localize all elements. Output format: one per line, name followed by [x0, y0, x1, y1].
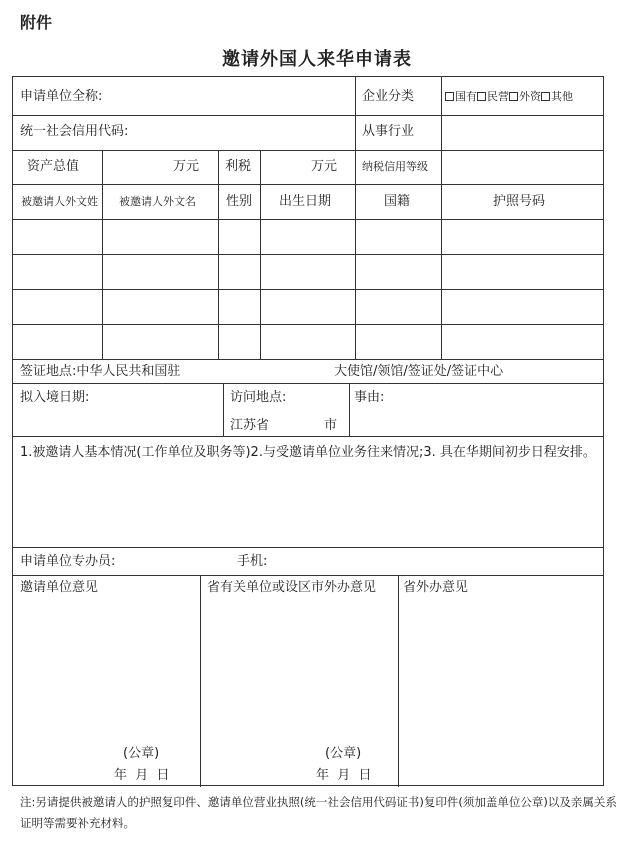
- tax-label: 利税: [225, 159, 252, 174]
- footnote: 注:另请提供被邀请人的护照复印件、邀请单位营业执照(统一社会信用代码证书)复印件(须加盖单位公章)以及亲属关系证明等需要补充材料。: [20, 795, 617, 830]
- option-other-checkbox[interactable]: [541, 92, 550, 101]
- header-given-name: 被邀请人外文名: [119, 195, 196, 208]
- attachment-label: 附件: [20, 13, 53, 32]
- wan-yuan-unit-1: 万元: [173, 159, 200, 174]
- visa-location-label: 签证地点:中华人民共和国驻: [20, 364, 181, 379]
- enterprise-type-label: 企业分类: [362, 89, 415, 104]
- option-private-checkbox[interactable]: [477, 92, 486, 101]
- date-label-2: 年 月 日: [316, 768, 372, 783]
- header-gender: 性别: [226, 194, 253, 209]
- province-label: 江苏省: [230, 418, 270, 433]
- enterprise-type-options: 国有 民营 外资 其他: [445, 91, 573, 102]
- header-surname: 被邀请人外文姓: [21, 195, 98, 208]
- provincial-office-opinion-label: 省外办意见: [403, 580, 469, 595]
- inviting-unit-opinion-label: 邀请单位意见: [20, 580, 99, 595]
- applicant-unit-label: 申请单位全称:: [20, 89, 103, 104]
- option-state-owned-checkbox[interactable]: [445, 92, 454, 101]
- specialist-label: 申请单位专办员:: [20, 554, 116, 569]
- header-birth-date: 出生日期: [279, 194, 332, 209]
- local-office-opinion-label: 省有关单位或设区市外办意见: [207, 580, 377, 595]
- visa-location-suffix: 大使馆/领馆/签证处/签证中心: [334, 364, 504, 379]
- visit-place-label: 访问地点:: [230, 390, 287, 405]
- applicant-unit-field[interactable]: [133, 79, 351, 113]
- total-assets-label: 资产总值: [27, 159, 80, 174]
- invitee-info-instructions: 1.被邀请人基本情况(工作单位及职务等)2.与受邀请单位业务往来情况;3. 具在华期间初步日程安排。: [20, 445, 596, 460]
- wan-yuan-unit-2: 万元: [311, 159, 338, 174]
- industry-field[interactable]: [443, 117, 601, 148]
- city-label: 市: [324, 418, 338, 433]
- table-row[interactable]: [13, 220, 603, 254]
- date-label-1: 年 月 日: [114, 768, 170, 783]
- credit-code-label: 统一社会信用代码:: [20, 124, 129, 139]
- table-row[interactable]: [13, 325, 603, 359]
- reason-label: 事由:: [354, 390, 385, 405]
- option-foreign-checkbox[interactable]: [509, 92, 518, 101]
- header-nationality: 国籍: [384, 194, 411, 209]
- header-passport-number: 护照号码: [493, 194, 546, 209]
- table-row[interactable]: [13, 255, 603, 289]
- table-row[interactable]: [13, 290, 603, 324]
- seal-label-2: (公章): [325, 746, 362, 761]
- tax-credit-label: 纳税信用等级: [362, 160, 428, 173]
- application-form-table: [12, 76, 604, 786]
- seal-label-1: (公章): [123, 746, 160, 761]
- credit-code-field[interactable]: [163, 117, 351, 148]
- planned-entry-date-label: 拟入境日期:: [20, 390, 90, 405]
- mobile-label: 手机:: [237, 554, 268, 569]
- form-title: 邀请外国人来华申请表: [222, 49, 412, 70]
- industry-label: 从事行业: [362, 124, 415, 139]
